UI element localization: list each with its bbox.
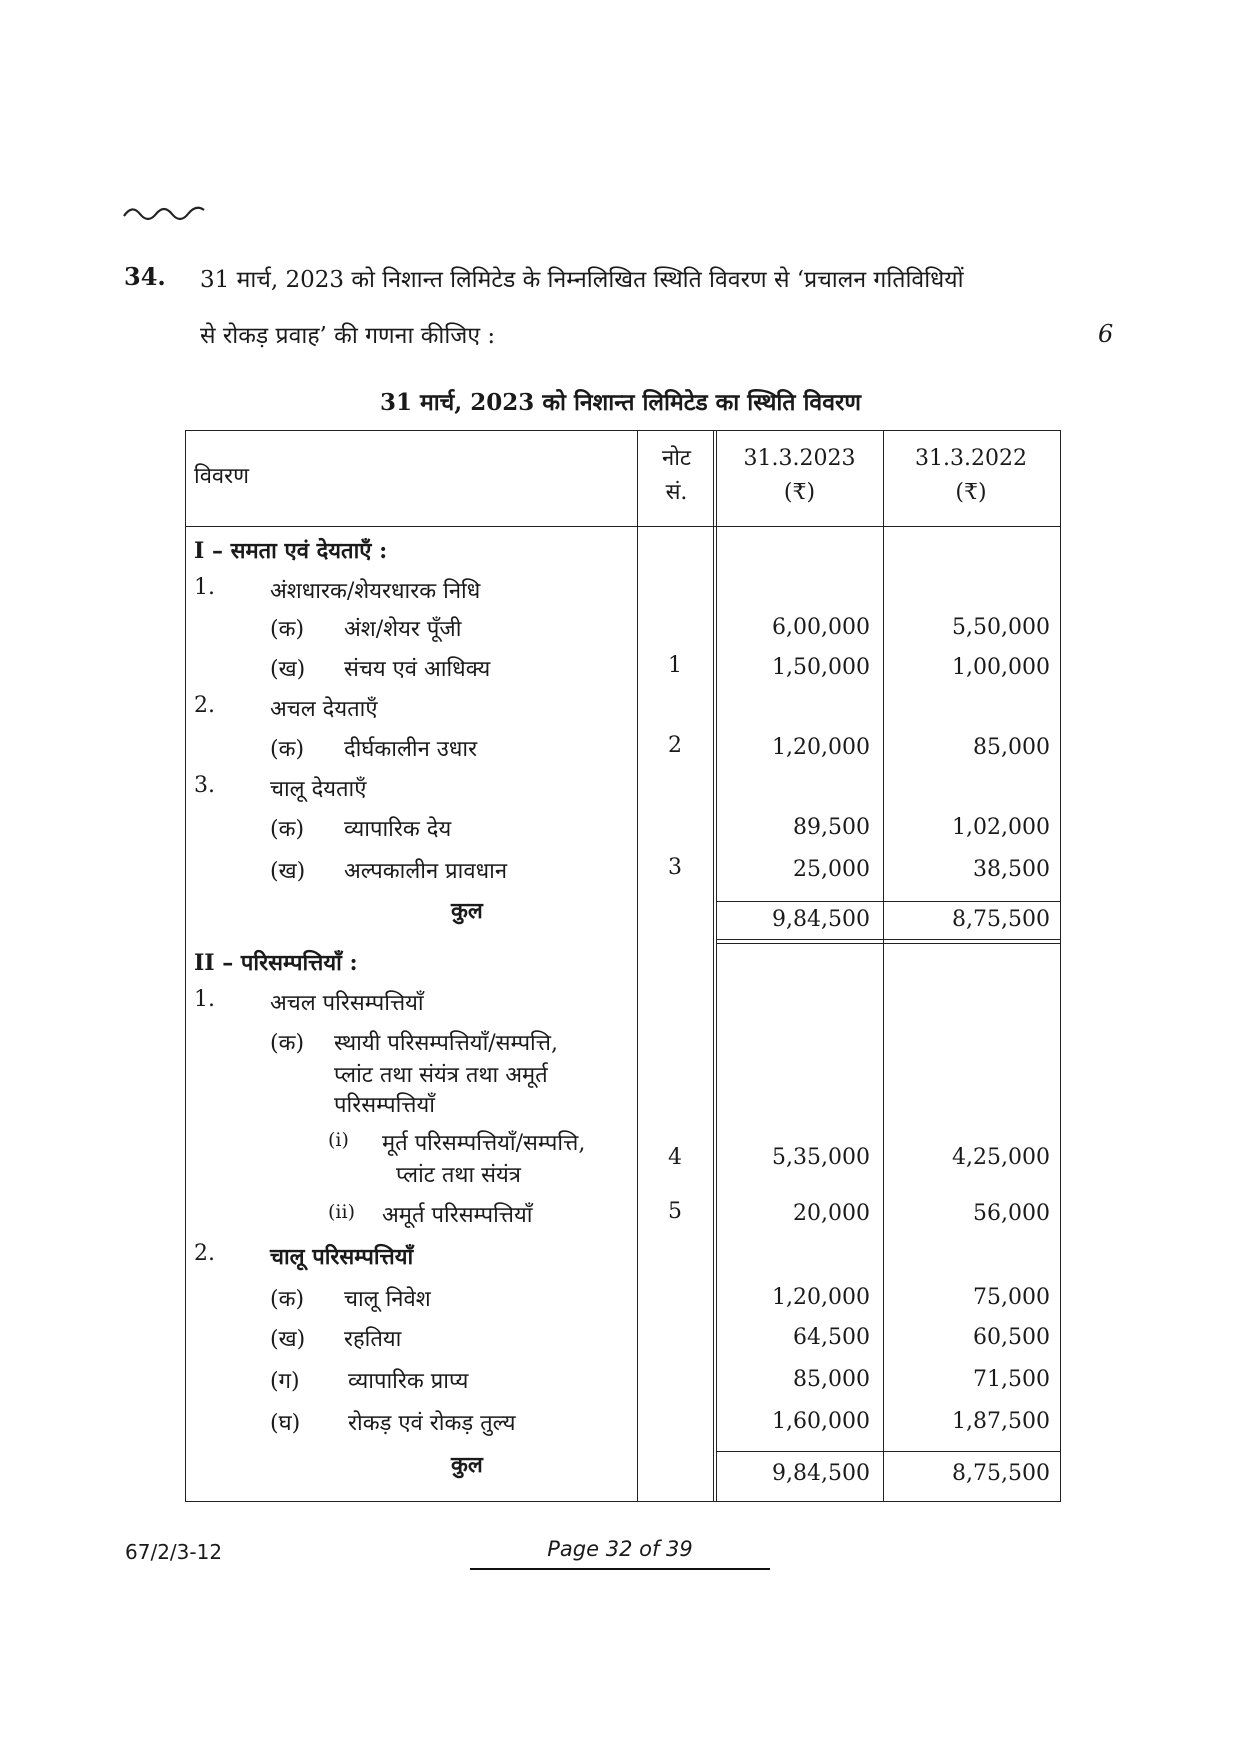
value-2022: 85,000 xyxy=(973,735,1050,760)
value-2023: 85,000 xyxy=(793,1367,870,1392)
value-2023: 5,35,000 xyxy=(772,1145,870,1170)
value-2023: 20,000 xyxy=(793,1201,870,1226)
row-text: संचय एवं आधिक्य xyxy=(344,657,491,682)
row-text: अंश/शेयर पूँजी xyxy=(344,617,462,642)
header-note-line1: नोट xyxy=(662,446,691,471)
total-2023: 9,84,500 xyxy=(772,907,870,932)
row-label: 1. xyxy=(194,987,215,1012)
value-2023: 1,50,000 xyxy=(772,655,870,680)
row-text-cont: प्लांट तथा संयंत्र तथा अमूर्त xyxy=(334,1063,548,1088)
row-text: अचल परिसम्पत्तियाँ xyxy=(270,991,424,1016)
row-text: चालू निवेश xyxy=(344,1287,431,1312)
total-label: कुल xyxy=(451,898,483,924)
header-currency-2023: (₹) xyxy=(783,480,816,505)
value-2023: 1,60,000 xyxy=(772,1409,870,1434)
question-text-line2: से रोकड़ प्रवाह’ की गणना कीजिए : xyxy=(200,323,496,349)
row-label: (क) xyxy=(270,617,305,642)
row-text: मूर्त परिसम्पत्तियाँ/सम्पत्ति, xyxy=(382,1131,586,1156)
row-label: (घ) xyxy=(270,1411,301,1436)
row-text: व्यापारिक देय xyxy=(344,817,452,842)
row-text: रोकड़ एवं रोकड़ तुल्य xyxy=(348,1411,516,1436)
balance-sheet-table xyxy=(185,430,1061,1502)
header-particulars: विवरण xyxy=(194,464,250,489)
table-title: 31 मार्च, 2023 को निशान्त लिमिटेड का स्थिति विवरण xyxy=(379,389,862,416)
value-2022: 75,000 xyxy=(973,1285,1050,1310)
value-2022: 5,50,000 xyxy=(952,615,1050,640)
value-2023: 64,500 xyxy=(793,1325,870,1350)
value-2022: 4,25,000 xyxy=(952,1145,1050,1170)
note-number: 4 xyxy=(668,1145,682,1170)
row-text: अल्पकालीन प्रावधान xyxy=(344,859,508,884)
note-number: 3 xyxy=(668,855,682,880)
row-label: (क) xyxy=(270,817,305,842)
row-label: 2. xyxy=(194,693,215,718)
note-number: 2 xyxy=(668,733,682,758)
row-label: (ख) xyxy=(270,859,306,884)
row-label: 3. xyxy=(194,773,215,798)
value-2023: 89,500 xyxy=(793,815,870,840)
row-label: (ग) xyxy=(270,1369,300,1394)
row-label: (क) xyxy=(270,737,305,762)
header-year-2023: 31.3.2023 xyxy=(743,446,856,471)
note-number: 1 xyxy=(668,653,682,678)
section-heading-assets: II – परिसम्पत्तियाँ : xyxy=(194,950,358,976)
note-number: 5 xyxy=(668,1199,682,1224)
row-label: (क) xyxy=(270,1031,305,1056)
header-currency-2022: (₹) xyxy=(955,480,987,505)
value-2022: 1,00,000 xyxy=(952,655,1050,680)
row-label: (ख) xyxy=(270,657,306,682)
total-2022: 8,75,500 xyxy=(952,1461,1050,1486)
row-text-cont: प्लांट तथा संयंत्र xyxy=(396,1163,521,1188)
total-2023: 9,84,500 xyxy=(772,1461,870,1486)
row-text: अमूर्त परिसम्पत्तियाँ xyxy=(382,1203,533,1228)
row-text: अचल देयताएँ xyxy=(270,697,378,722)
value-2022: 71,500 xyxy=(973,1367,1050,1392)
page-number: Page 32 of 39 xyxy=(547,1537,693,1561)
row-label: 1. xyxy=(194,575,215,600)
row-label: (ख) xyxy=(270,1327,306,1352)
row-text: चालू देयताएँ xyxy=(270,777,367,802)
section-heading-liabilities: I – समता एवं देयताएँ : xyxy=(194,538,388,564)
question-marks: 6 xyxy=(1098,320,1114,348)
value-2022: 56,000 xyxy=(973,1201,1050,1226)
row-label: 2. xyxy=(194,1241,215,1266)
squiggle-mark-icon xyxy=(122,200,212,226)
row-label: (i) xyxy=(328,1129,349,1151)
value-2022: 60,500 xyxy=(973,1325,1050,1350)
row-text: रहतिया xyxy=(344,1327,402,1352)
value-2023: 6,00,000 xyxy=(772,615,870,640)
row-text: स्थायी परिसम्पत्तियाँ/सम्पत्ति, xyxy=(334,1031,558,1056)
value-2022: 1,02,000 xyxy=(952,815,1050,840)
value-2023: 1,20,000 xyxy=(772,735,870,760)
value-2022: 1,87,500 xyxy=(952,1409,1050,1434)
footer-divider xyxy=(470,1568,770,1570)
value-2023: 25,000 xyxy=(793,857,870,882)
total-2022: 8,75,500 xyxy=(952,907,1050,932)
total-label: कुल xyxy=(451,1452,483,1478)
row-text: अंशधारक/शेयरधारक निधि xyxy=(270,579,481,604)
value-2023: 1,20,000 xyxy=(772,1285,870,1310)
question-text-line1: 31 मार्च, 2023 को निशान्त लिमिटेड के निम्नलिखित स्थिति विवरण से ‘प्रचालन गतिविधियों xyxy=(200,267,964,293)
row-label: (ii) xyxy=(328,1201,355,1223)
paper-code: 67/2/3-12 xyxy=(125,1540,223,1564)
row-text: व्यापारिक प्राप्य xyxy=(348,1369,469,1394)
row-text-cont: परिसम्पत्तियाँ xyxy=(334,1093,435,1118)
question-number: 34. xyxy=(124,262,166,291)
row-text: चालू परिसम्पत्तियाँ xyxy=(270,1244,414,1270)
row-text: दीर्घकालीन उधार xyxy=(344,737,478,762)
header-note-line2: सं. xyxy=(665,480,688,505)
row-label: (क) xyxy=(270,1287,305,1312)
header-year-2022: 31.3.2022 xyxy=(915,446,1027,471)
value-2022: 38,500 xyxy=(973,857,1050,882)
